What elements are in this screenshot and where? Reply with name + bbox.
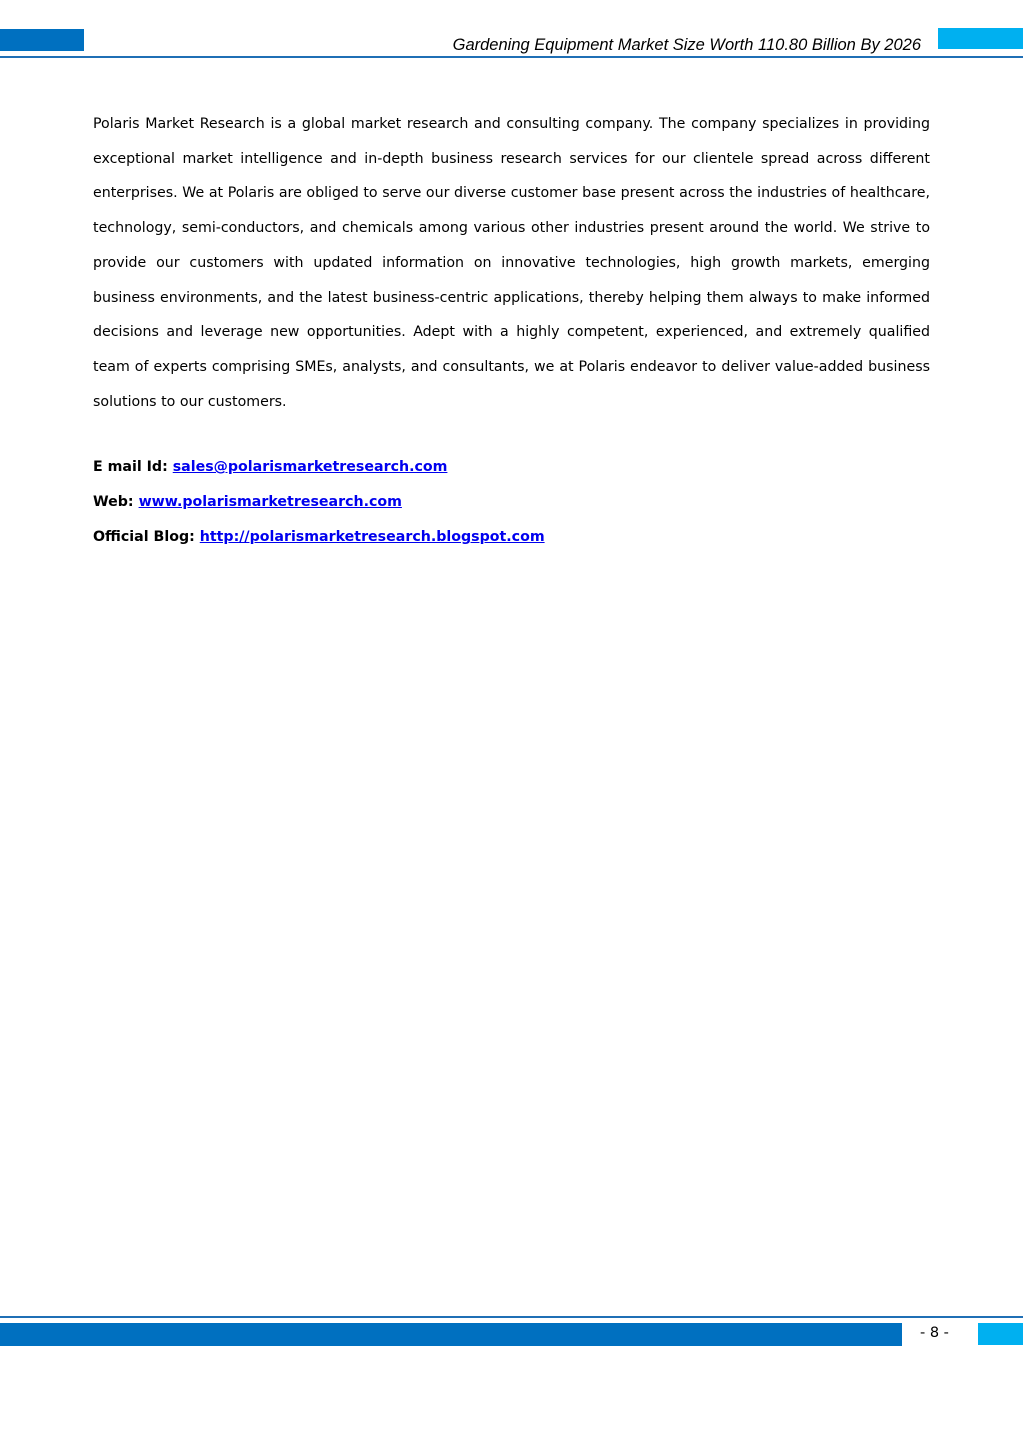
footer-accent-block-right xyxy=(978,1323,1023,1345)
header-accent-block-right xyxy=(938,28,1023,49)
web-link[interactable]: www.polarismarketresearch.com xyxy=(138,494,402,510)
company-description-paragraph: Polaris Market Research is a global market research and consulting company. The company specializes in providing exceptional market intelligence and in-depth business research services for our clientele spread across different enterprises. We at Polaris are obliged to serve our diverse customer base present across the industries of healthcare, technology, semi-conductors, and chemicals among various other industries present around the world. We strive to provide our customers with updated information on innovative technologies, high growth markets, emerging business environments, and the latest business-centric applications, thereby helping them always to make informed decisions and leverage new opportunities. Adept with a highly competent, experienced, and extremely qualified team of experts comprising SMEs, analysts, and consultants, we at Polaris endeavor to deliver value-added business solutions to our customers. xyxy=(93,116,930,410)
email-row xyxy=(93,459,447,475)
footer-accent-bar xyxy=(0,1323,902,1346)
web-label: Web: xyxy=(93,494,134,510)
footer-rule xyxy=(0,1316,1023,1318)
blog-row xyxy=(93,529,545,545)
email-link[interactable]: sales@polarismarketresearch.com xyxy=(172,459,448,475)
blog-link[interactable]: http://polarismarketresearch.blogspot.com xyxy=(199,529,545,545)
email-label: E mail Id: xyxy=(93,459,168,475)
page-header-title: Gardening Equipment Market Size Worth 110.80 Billion By 2026 xyxy=(452,36,921,54)
web-row xyxy=(93,494,402,510)
header-accent-block-left xyxy=(0,29,84,51)
blog-label: Official Blog: xyxy=(93,529,195,545)
header-rule xyxy=(0,56,1023,58)
page-number: - 8 - xyxy=(920,1325,949,1341)
